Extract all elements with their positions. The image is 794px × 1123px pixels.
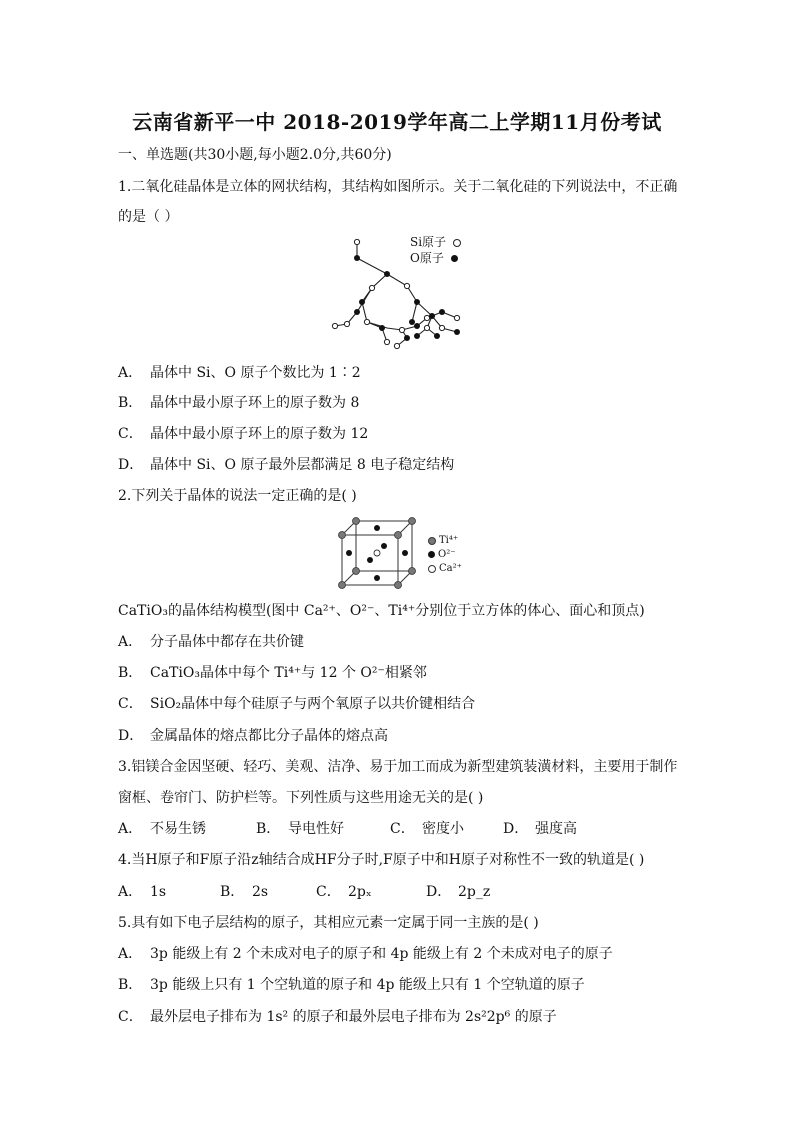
- q4-stem: 4.当H原子和F原子沿z轴结合成HF分子时,F原子中和H原子对称性不一致的轨道是( ): [118, 852, 645, 868]
- q2-option-a[interactable]: A． 分子晶体中都存在共价键: [118, 634, 304, 650]
- q3-option-d[interactable]: D． 强度高: [503, 821, 577, 837]
- q4-option-c[interactable]: C． 2pₓ: [316, 884, 372, 900]
- q2-option-b[interactable]: B． CaTiO₃晶体中每个 Ti⁴⁺与 12 个 O²⁻相紧邻: [118, 665, 427, 681]
- o-ion-icon: [428, 551, 435, 558]
- q4-option-d[interactable]: D． 2p_z: [426, 884, 491, 900]
- q3-option-b[interactable]: B． 导电性好: [256, 821, 344, 837]
- q5-option-b[interactable]: B． 3p 能级上只有 1 个空轨道的原子和 4p 能级上只有 1 个空轨道的原子: [118, 977, 585, 993]
- q1-legend: [410, 234, 461, 266]
- q1-option-d[interactable]: D． 晶体中 Si、O 原子最外层都满足 8 电子稳定结构: [118, 457, 455, 473]
- legend-o-label: O原子: [410, 251, 444, 265]
- q1-stem-line2: 的是（ ）: [118, 209, 179, 225]
- o-atom-icon: [451, 255, 458, 262]
- q3-option-a[interactable]: A． 不易生锈: [118, 821, 206, 837]
- q1-stem-line1: 1.二氧化硅晶体是立体的网状结构，其结构如图所示。关于二氧化硅的下列说法中，不正确: [118, 179, 678, 195]
- page-title: 云南省新平一中 2018-2019学年高二上学期11月份考试: [132, 110, 662, 134]
- q1-option-c[interactable]: C． 晶体中最小原子环上的原子数为 12: [118, 426, 369, 442]
- q4-option-a[interactable]: A． 1s: [118, 884, 167, 900]
- catio3-cube-figure: [334, 515, 422, 593]
- legend-ca-label: Ca²⁺: [439, 563, 462, 574]
- q1-option-a[interactable]: A． 晶体中 Si、O 原子个数比为 1∶2: [118, 365, 361, 381]
- ti-ion-icon: [428, 537, 436, 545]
- q2-stem: 2.下列关于晶体的说法一定正确的是( ): [118, 488, 357, 504]
- q3-option-c[interactable]: C． 密度小: [390, 821, 464, 837]
- q5-option-a[interactable]: A． 3p 能级上有 2 个未成对电子的原子和 4p 能级上有 2 个未成对电子的原子: [118, 946, 613, 962]
- q4-option-b[interactable]: B． 2s: [220, 884, 269, 900]
- legend-si-label: Si原子: [410, 235, 447, 249]
- q1-option-b[interactable]: B． 晶体中最小原子环上的原子数为 8: [118, 395, 360, 411]
- q5-stem: 5.具有如下电子层结构的原子，其相应元素一定属于同一主族的是( ): [118, 915, 539, 931]
- q2-option-c[interactable]: C． SiO₂晶体中每个硅原子与两个氧原子以共价键相结合: [118, 696, 476, 712]
- q2-figure-caption: CaTiO₃的晶体结构模型(图中 Ca²⁺、O²⁻、Ti⁴⁺分别位于立方体的体心、面心和顶点): [118, 603, 645, 619]
- legend-ti-label: Ti⁴⁺: [439, 535, 459, 546]
- section-heading: 一、单选题(共30小题,每小题2.0分,共60分): [118, 147, 392, 163]
- q3-stem-line2: 窗框、卷帘门、防护栏等。下列性质与这些用途无关的是( ): [118, 790, 484, 806]
- q2-option-d[interactable]: D． 金属晶体的熔点都比分子晶体的熔点高: [118, 728, 388, 744]
- q5-option-c[interactable]: C． 最外层电子排布为 1s² 的原子和最外层电子排布为 2s²2p⁶ 的原子: [118, 1009, 557, 1025]
- ca-ion-icon: [428, 565, 436, 573]
- legend-o2-label: O²⁻: [438, 549, 456, 560]
- q3-stem-line1: 3.铝镁合金因坚硬、轻巧、美观、洁净、易于加工而成为新型建筑装潢材料，主要用于制作: [118, 759, 678, 775]
- q2-legend: [428, 534, 462, 576]
- si-atom-icon: [453, 239, 461, 247]
